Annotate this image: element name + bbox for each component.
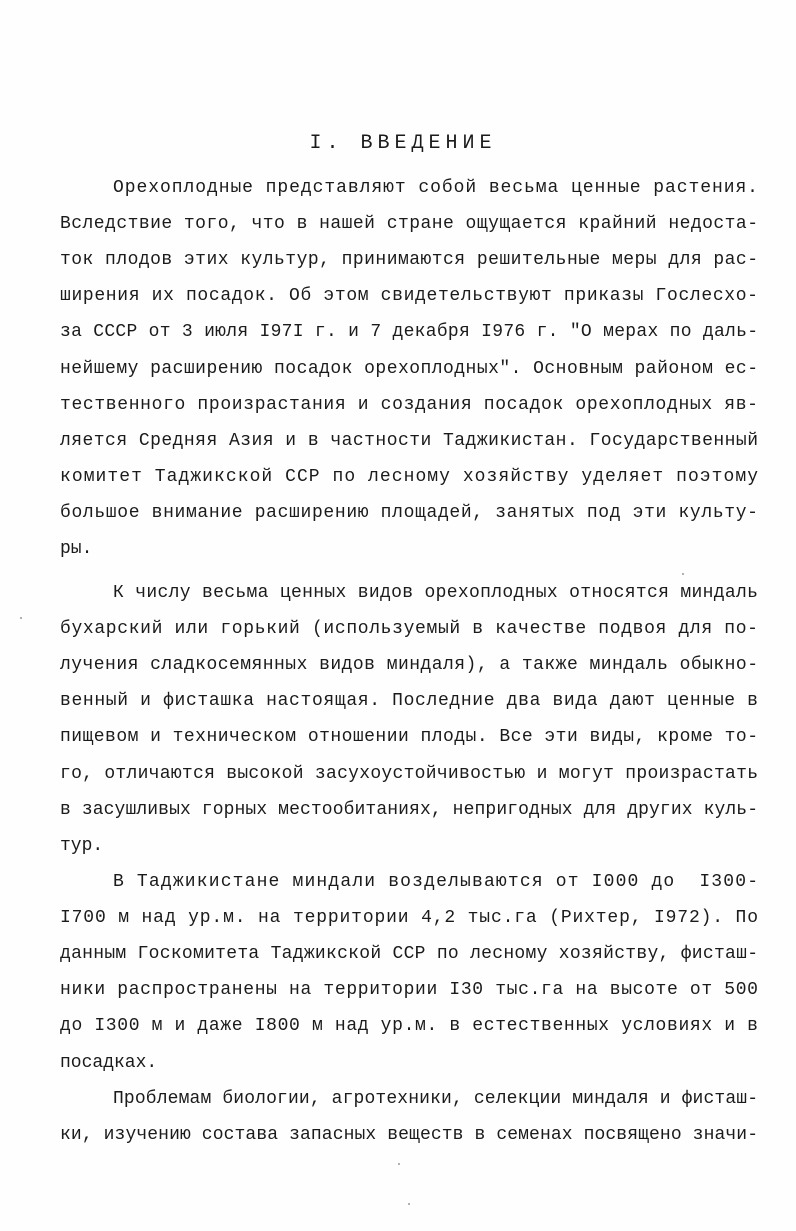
text-line: Орехоплодные представляют собой весьма ценные растения. — [113, 178, 759, 198]
text-line: за СССР от 3 июля I97I г. и 7 декабря I976 г. "О мерах по даль- — [60, 322, 759, 343]
scan-speck — [20, 617, 22, 619]
text-line: лучения сладкосемянных видов миндаля), а также миндаль обыкно- — [60, 655, 759, 676]
text-line: ширения их посадок. Об этом свидетельствуют приказы Гослесхо- — [60, 286, 759, 307]
text-line: ки, изучению состава запасных веществ в семенах посвящено значи- — [60, 1125, 759, 1146]
text-line: Вследствие того, что в нашей стране ощущается крайний недоста- — [60, 214, 759, 235]
text-line: ники распространены на территории I30 тыс.га на высоте от 500 — [60, 980, 759, 1001]
text-line: венный и фисташка настоящая. Последние два вида дают ценные в — [60, 691, 759, 712]
section-heading: I. ВВЕДЕНИЕ — [309, 132, 497, 155]
text-line: большое внимание расширению площадей, занятых под эти культу- — [60, 502, 759, 523]
text-line: I700 м над ур.м. на территории 4,2 тыс.га (Рихтер, I972). По — [60, 908, 759, 929]
text-line: бухарский или горький (используемый в качестве подвоя для по- — [60, 619, 759, 640]
text-line: ры. — [60, 539, 93, 559]
scan-speck — [408, 1203, 410, 1205]
text-line: нейшему расширению посадок орехоплодных". Основным районом ес- — [60, 358, 759, 379]
scan-speck — [682, 573, 684, 575]
text-line: пищевом и техническом отношении плоды. Все эти виды, кроме то- — [60, 727, 759, 748]
scan-speck — [398, 1163, 400, 1165]
text-line: в засушливых горных местообитаниях, непригодных для других куль- — [60, 799, 759, 820]
text-line: Проблемам биологии, агротехники, селекции миндаля и фисташ- — [113, 1089, 759, 1109]
text-line: го, отличаются высокой засухоустойчивостью и могут произрастать — [60, 763, 759, 784]
text-line: К числу весьма ценных видов орехоплодных относятся миндаль — [113, 583, 759, 603]
text-line: до I300 м и даже I800 м над ур.м. в естественных условиях и в — [60, 1016, 759, 1037]
text-line: ляется Средняя Азия и в частности Таджикистан. Государственный — [60, 430, 759, 451]
text-line: тур. — [60, 835, 104, 856]
text-line: комитет Таджикской ССР по лесному хозяйству уделяет поэтому — [60, 466, 760, 487]
text-line: данным Госкомитета Таджикской ССР по лесному хозяйству, фисташ- — [60, 944, 759, 965]
text-line: тественного произрастания и создания посадок орехоплодных яв- — [60, 394, 759, 415]
text-line: посадках. — [60, 1052, 158, 1073]
text-line: В Таджикистане миндали возделываются от I000 до I300- — [113, 872, 760, 892]
text-line: ток плодов этих культур, принимаются решительные меры для рас- — [60, 250, 759, 271]
